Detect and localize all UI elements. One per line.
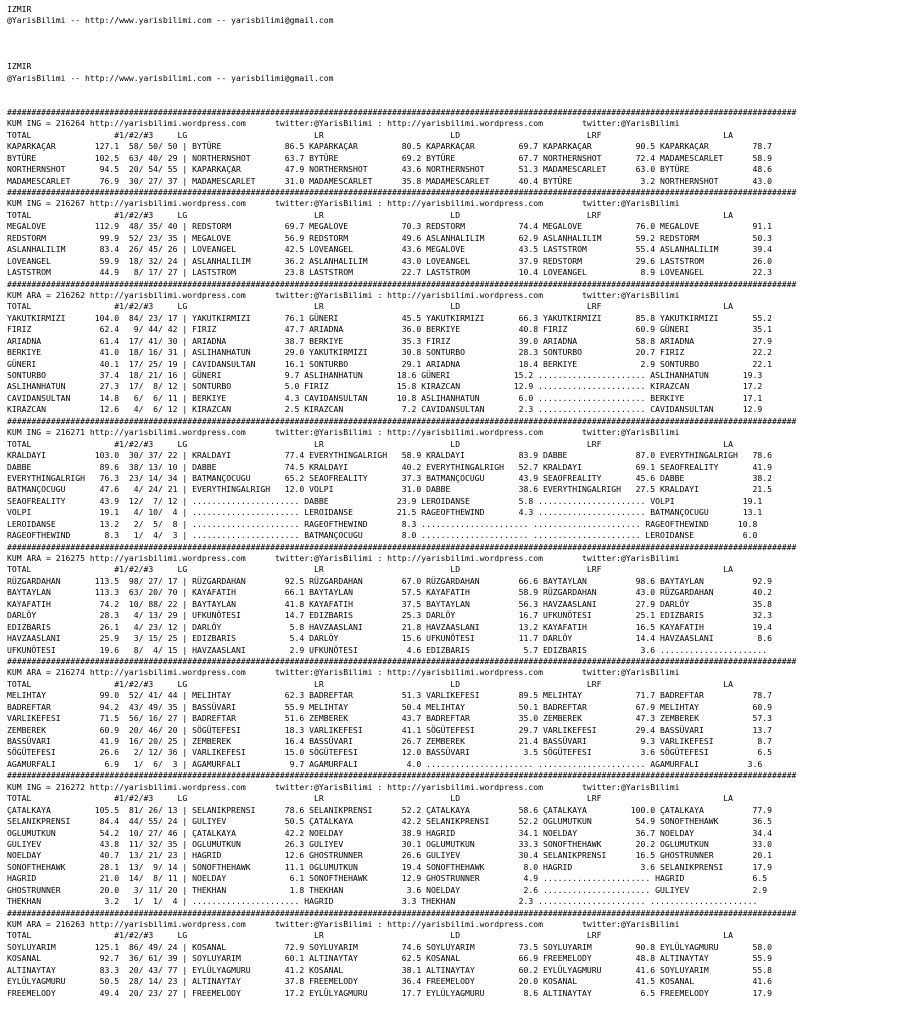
- section-divider: ##################################################################################################################################################################: [7, 415, 797, 426]
- result-row: SOYLUYARIM 125.1 86/ 49/ 24 | KOSANAL 72.9 SOYLUYARIM 74.6 SOYLUYARIM 73.5 SOYLUYARIM 90.8 EYLÜLYAGMURU 58.0: [7, 941, 773, 952]
- result-row: GHOSTRUNNER 20.0 3/ 11/ 20 | THEKHAN 1.8 THEKHAN 3.6 NOELDAY 2.6 ...................... GULIYEV 2.9: [7, 884, 768, 895]
- race-header: KUM ARA = 216262 http://yarisbilimi.wordpress.com twitter:@YarisBilimi : http://yarisbilimi.wordpress.com twitter:@YarisBilimi: [7, 289, 680, 300]
- blank-line: [7, 38, 903, 49]
- location-title: IZMIR: [7, 61, 32, 72]
- result-row: THEKHAN 3.2 1/ 1/ 4 | ...................... HAGRID 3.3 THEKHAN 2.3 ...................... ......................: [7, 896, 758, 907]
- column-header: TOTAL #1/#2/#3 LG LR LD LRF LA: [7, 301, 734, 312]
- blank-line: [7, 84, 903, 95]
- result-row: RÜZGARDAHAN 113.5 98/ 27/ 17 | RÜZGARDAHAN 92.5 RÜZGARDAHAN 67.0 RÜZGARDAHAN 66.6 BAYTAYLAN 98.6 BAYTAYLAN 92.9: [7, 575, 773, 586]
- result-row: KRALDAYI 103.0 30/ 37/ 22 | KRALDAYI 77.4 EVERYTHINGALRIGH 58.9 KRALDAYI 83.9 DABBE 87.0 EVERYTHINGALRIGH 78.6: [7, 450, 773, 461]
- race-header: KUM ING = 216271 http://yarisbilimi.wordpress.com twitter:@YarisBilimi : http://yarisbilimi.wordpress.com twitter:@YarisBilimi: [7, 427, 680, 438]
- blank-line: [7, 96, 903, 107]
- race-header: KUM ARA = 216263 http://yarisbilimi.wordpress.com twitter:@YarisBilimi : http://yarisbilimi.wordpress.com twitter:@YarisBilimi: [7, 919, 680, 929]
- blank-line: [7, 27, 903, 38]
- result-row: LOVEANGEL 59.9 18/ 32/ 24 | ASLANHALILIM 36.2 ASLANHALILIM 43.0 LOVEANGEL 37.9 REDSTORM 29.6 LASTSTROM 26.0: [7, 255, 773, 266]
- result-row: FIRIZ 62.4 9/ 44/ 42 | FIRIZ 47.7 ARIADNA 36.0 BERKIYE 40.8 FIRIZ 60.9 GÜNERI 35.1: [7, 324, 773, 335]
- section-divider: ##################################################################################################################################################################: [7, 655, 797, 666]
- result-row: YAKUTKIRMIZI 104.0 84/ 23/ 17 | YAKUTKIRMIZI 76.1 GÜNERI 45.5 YAKUTKIRMIZI 66.3 YAKUTKIRMIZI 85.8 YAKUTKIRMIZI 55.2: [7, 312, 773, 323]
- race-header: KUM ING = 216267 http://yarisbilimi.wordpress.com twitter:@YarisBilimi : http://yarisbilimi.wordpress.com twitter:@YarisBilimi: [7, 198, 680, 209]
- result-row: ASLANHALILIM 83.4 26/ 45/ 26 | LOVEANGEL 42.5 LOVEANGEL 43.6 MEGALOVE 43.5 LASTSTROM 55.4 ASLANHALILIM 39.4: [7, 244, 773, 255]
- result-row: NORTHERNSHOT 94.5 20/ 54/ 55 | KAPARKAÇAR 47.9 NORTHERNSHOT 43.6 NORTHERNSHOT 51.3 MADAMESCARLET 63.0 BYTÜRE 48.6: [7, 164, 773, 175]
- result-row: HAGRID 21.0 14/ 8/ 11 | NOELDAY 6.1 SONOFTHEHAWK 12.9 GHOSTRUNNER 4.9 ...................... HAGRID 6.5: [7, 873, 768, 884]
- result-row: BAYTAYLAN 113.3 63/ 20/ 70 | KAYAFATIH 66.1 BAYTAYLAN 57.5 KAYAFATIH 58.9 RÜZGARDAHAN 43.0 RÜZGARDAHAN 40.2: [7, 587, 773, 598]
- result-row: BADREFTAR 94.2 43/ 49/ 35 | BASSÜVARI 55.9 MELIHTAY 50.4 MELIHTAY 50.1 BADREFTAR 67.9 MELIHTAY 60.9: [7, 701, 773, 712]
- result-row: SONOFTHEHAWK 28.1 13/ 9/ 14 | SONOFTHEHAWK 11.1 OGLUMUTKUN 19.4 SONOFTHEHAWK 8.0 HAGRID 3.6 SELANIKPRENSI 17.9: [7, 861, 773, 872]
- race-header: KUM ING = 216264 http://yarisbilimi.wordpress.com twitter:@YarisBilimi : http://yarisbilimi.wordpress.com twitter:@YarisBilimi: [7, 118, 680, 129]
- section-divider: ##################################################################################################################################################################: [7, 187, 797, 197]
- result-row: KAPARKAÇAR 127.1 58/ 50/ 50 | BYTÜRE 86.5 KAPARKAÇAR 80.5 KAPARKAÇAR 69.7 KAPARKAÇAR 90.5 KAPARKAÇAR 78.7: [7, 141, 773, 152]
- column-header: TOTAL #1/#2/#3 LG LR LD LRF LA: [7, 209, 734, 220]
- result-row: EVERYTHINGALRIGH 76.3 23/ 14/ 34 | BATMANÇOCUGU 65.2 SEAOFREALITY 37.3 BATMANÇOCUGU 43.9 SEAOFREALITY 45.6 DABBE 38.2: [7, 472, 773, 483]
- column-header: TOTAL #1/#2/#3 LG LR LD LRF LA: [7, 129, 734, 140]
- contact-line: @YarisBilimi -- http://www.yarisbilimi.com -- yarisbilimi@gmail.com: [7, 72, 334, 83]
- section-divider: ##################################################################################################################################################################: [7, 907, 797, 918]
- result-row: FREEMELODY 49.4 20/ 23/ 27 | FREEMELODY 17.2 EYLÜLYAGMURU 17.7 EYLÜLYAGMURU 8.6 ALTINAYTAY 6.5 FREEMELODY 17.9: [7, 987, 773, 998]
- result-row: ASLIHANHATUN 27.3 17/ 8/ 12 | SONTURBO 5.0 FIRIZ 15.8 KIRAZCAN 12.9 ...................... KIRAZCAN 17.2: [7, 381, 763, 392]
- result-row: BASSÜVARI 41.9 16/ 20/ 25 | ZEMBEREK 16.4 BASSÜVARI 26.7 ZEMBEREK 21.4 BASSÜVARI 9.3 VARLIKEFESI 8.7: [7, 736, 773, 746]
- blank-line: [7, 50, 903, 61]
- column-header: TOTAL #1/#2/#3 LG LR LD LRF LA: [7, 793, 734, 804]
- result-row: MELIHTAY 99.0 52/ 41/ 44 | MELIHTAY 62.3 BADREFTAR 51.3 VARLIKEFESI 89.5 MELIHTAY 71.7 BADREFTAR 78.7: [7, 690, 773, 701]
- result-row: MADAMESCARLET 76.9 30/ 27/ 37 | MADAMESCARLET 31.0 MADAMESCARLET 35.8 MADAMESCARLET 40.4 BYTÜRE 3.2 NORTHERNSHOT 43.0: [7, 175, 773, 186]
- column-header: TOTAL #1/#2/#3 LG LR LD LRF LA: [7, 678, 734, 689]
- result-row: CAVIDANSULTAN 14.8 6/ 6/ 11 | BERKIYE 4.3 CAVIDANSULTAN 10.8 ASLIHANHATUN 6.0 ...................... BERKIYE 17.1: [7, 392, 763, 403]
- result-row: BYTÜRE 102.5 63/ 40/ 29 | NORTHERNSHOT 63.7 BYTÜRE 69.2 BYTÜRE 67.7 NORTHERNSHOT 72.4 MADAMESCARLET 58.9: [7, 152, 773, 163]
- result-row: OGLUMUTKUN 54.2 10/ 27/ 46 | ÇATALKAYA 42.2 NOELDAY 38.9 HAGRID 34.1 NOELDAY 36.7 NOELDAY 34.4: [7, 827, 773, 838]
- result-row: GULIYEV 43.8 11/ 32/ 35 | OGLUMUTKUN 26.3 GULIYEV 30.1 OGLUMUTKUN 33.3 SONOFTHEHAWK 20.2 OGLUMUTKUN 33.0: [7, 838, 773, 849]
- result-row: SÖGÜTEFESI 26.6 2/ 12/ 36 | VARLIKEFESI 15.0 SÖGÜTEFESI 12.0 BASSÜVARI 3.5 SÖGÜTEFESI 3.6 SÖGÜTEFESI 6.5: [7, 747, 773, 758]
- result-row: BERKIYE 41.0 18/ 16/ 31 | ASLIHANHATUN 29.0 YAKUTKIRMIZI 30.8 SONTURBO 28.3 SONTURBO 20.7 FIRIZ 22.2: [7, 347, 773, 358]
- result-row: AGAMURFALI 6.9 1/ 6/ 3 | AGAMURFALI 9.7 AGAMURFALI 4.0 ...................... ...................... AGAMURFALI 3.6: [7, 758, 763, 769]
- result-row: EYLÜLYAGMURU 50.5 28/ 14/ 23 | ALTINAYTAY 37.8 FREEMELODY 36.4 FREEMELODY 20.0 KOSANAL 41.5 KOSANAL 41.6: [7, 976, 773, 987]
- result-row: KIRAZCAN 12.6 4/ 6/ 12 | KIRAZCAN 2.5 KIRAZCAN 7.2 CAVIDANSULTAN 2.3 ...................... CAVIDANSULTAN 12.9: [7, 404, 763, 415]
- column-header: TOTAL #1/#2/#3 LG LR LD LRF LA: [7, 438, 734, 449]
- contact-line: @YarisBilimi -- http://www.yarisbilimi.com -- yarisbilimi@gmail.com: [7, 15, 334, 26]
- race-header: KUM ARA = 216275 http://yarisbilimi.wordpress.com twitter:@YarisBilimi : http://yarisbilimi.wordpress.com twitter:@YarisBilimi: [7, 553, 680, 563]
- race-header: KUM ARA = 216274 http://yarisbilimi.wordpress.com twitter:@YarisBilimi : http://yarisbilimi.wordpress.com twitter:@YarisBilimi: [7, 667, 680, 678]
- result-row: VARLIKEFESI 71.5 56/ 16/ 27 | BADREFTAR 51.6 ZEMBEREK 43.7 BADREFTAR 35.0 ZEMBEREK 47.3 ZEMBEREK 57.3: [7, 713, 773, 724]
- result-row: BATMANÇOCUGU 47.6 4/ 24/ 21 | EVERYTHINGALRIGH 12.0 VOLPI 31.0 DABBE 38.6 EVERYTHINGALRIGH 27.5 KRALDAYI 21.5: [7, 484, 773, 495]
- result-row: SELANIKPRENSI 84.4 44/ 55/ 24 | GULIYEV 50.5 ÇATALKAYA 42.2 SELANIKPRENSI 52.2 OGLUMUTKUN 54.9 SONOFTHEHAWK 36.5: [7, 816, 773, 827]
- result-row: HAVZAASLANI 25.9 3/ 15/ 25 | EDIZBARIS 5.4 DARLÖY 15.6 UFKUNÖTESI 11.7 DARLÖY 14.4 HAVZAASLANI 8.6: [7, 633, 773, 644]
- result-row: MEGALOVE 112.9 48/ 35/ 40 | REDSTORM 69.7 MEGALOVE 70.3 REDSTORM 74.4 MEGALOVE 76.0 MEGALOVE 91.1: [7, 221, 773, 232]
- result-row: VOLPI 19.1 4/ 10/ 4 | ...................... LEROIDANSE 21.5 RAGEOFTHEWIND 4.3 ...................... BATMANÇOCUGU 13.1: [7, 507, 763, 518]
- result-row: ARIADNA 61.4 17/ 41/ 30 | ARIADNA 38.7 BERKIYE 35.3 FIRIZ 39.0 ARIADNA 58.8 ARIADNA 27.9: [7, 335, 773, 346]
- section-divider: ##################################################################################################################################################################: [7, 278, 797, 289]
- result-row: RAGEOFTHEWIND 8.3 1/ 4/ 3 | ...................... BATMANÇOCUGU 8.0 ...................... ...................... LEROIDANSE 6.0: [7, 530, 758, 541]
- result-row: ZEMBEREK 60.9 20/ 46/ 20 | SÖGÜTEFESI 18.3 VARLIKEFESI 41.1 SÖGÜTEFESI 29.7 VARLIKEFESI 29.4 BASSÜVARI 13.7: [7, 724, 773, 735]
- result-row: KOSANAL 92.7 36/ 61/ 39 | SOYLUYARIM 60.1 ALTINAYTAY 62.5 KOSANAL 66.9 FREEMELODY 48.8 ALTINAYTAY 55.9: [7, 953, 773, 964]
- column-header: TOTAL #1/#2/#3 LG LR LD LRF LA: [7, 930, 734, 941]
- result-row: DARLÖY 28.3 4/ 13/ 29 | UFKUNÖTESI 14.7 EDIZBARIS 25.3 DARLÖY 16.7 UFKUNÖTESI 25.1 EDIZBARIS 32.3: [7, 610, 773, 621]
- result-row: UFKUNÖTESI 19.6 8/ 4/ 15 | HAVZAASLANI 2.9 UFKUNÖTESI 4.6 EDIZBARIS 5.7 EDIZBARIS 3.6 ......................: [7, 644, 768, 655]
- race-header: KUM ING = 216272 http://yarisbilimi.wordpress.com twitter:@YarisBilimi : http://yarisbilimi.wordpress.com twitter:@YarisBilimi: [7, 781, 680, 792]
- result-row: NOELDAY 40.7 13/ 21/ 23 | HAGRID 12.6 GHOSTRUNNER 26.6 GULIYEV 30.4 SELANIKPRENSI 16.5 GHOSTRUNNER 20.1: [7, 850, 773, 861]
- result-row: LASTSTROM 44.9 8/ 17/ 27 | LASTSTROM 23.8 LASTSTROM 22.7 LASTSTROM 10.4 LOVEANGEL 8.9 LOVEANGEL 22.3: [7, 267, 773, 278]
- result-row: EDIZBARIS 26.1 4/ 23/ 12 | DARLÖY 5.8 HAVZAASLANI 21.8 HAVZAASLANI 13.2 KAYAFATIH 16.5 KAYAFATIH 19.4: [7, 621, 773, 632]
- result-row: DABBE 89.6 38/ 13/ 10 | DABBE 74.5 KRALDAYI 40.2 EVERYTHINGALRIGH 52.7 KRALDAYI 69.1 SEAOFREALITY 41.9: [7, 461, 773, 472]
- result-row: SEAOFREALITY 43.9 12/ 7/ 12 | ...................... DABBE 23.9 LEROIDANSE 5.8 ...................... VOLPI 19.1: [7, 495, 763, 506]
- result-row: ÇATALKAYA 105.5 81/ 26/ 13 | SELANIKPRENSI 78.6 SELANIKPRENSI 52.2 ÇATALKAYA 58.6 ÇATALKAYA 100.0 ÇATALKAYA 77.9: [7, 804, 773, 815]
- section-divider: ##################################################################################################################################################################: [7, 106, 797, 117]
- result-row: KAYAFATIH 74.2 10/ 88/ 22 | BAYTAYLAN 41.8 KAYAFATIH 37.5 BAYTAYLAN 56.3 HAVZAASLANI 27.9 DARLÖY 35.8: [7, 598, 773, 609]
- result-row: ALTINAYTAY 83.3 20/ 43/ 77 | EYLÜLYAGMURU 41.2 KOSANAL 38.1 ALTINAYTAY 60.2 EYLÜLYAGMURU 41.6 SOYLUYARIM 55.8: [7, 964, 773, 975]
- section-divider: ##################################################################################################################################################################: [7, 770, 797, 781]
- result-row: GÜNERI 40.1 17/ 25/ 19 | CAVIDANSULTAN 16.1 SONTURBO 29.1 ARIADNA 18.4 BERKIYE 2.9 SONTURBO 22.1: [7, 358, 773, 369]
- result-row: SONTURBO 37.4 18/ 21/ 16 | GÜNERI 9.7 ASLIHANHATUN 18.6 GÜNERI 15.2 ...................... ASLIHANHATUN 19.3: [7, 370, 763, 380]
- location-title: IZMIR: [7, 4, 32, 14]
- result-row: LEROIDANSE 13.2 2/ 5/ 8 | ...................... RAGEOFTHEWIND 8.3 ...................... ...................... RAGEOFTHEWIND 10.8: [7, 518, 758, 529]
- section-divider: ##################################################################################################################################################################: [7, 541, 797, 552]
- result-row: REDSTORM 99.9 52/ 23/ 35 | MEGALOVE 56.9 REDSTORM 49.6 ASLANHALILIM 62.9 ASLANHALILIM 59.2 REDSTORM 50.3: [7, 232, 773, 243]
- column-header: TOTAL #1/#2/#3 LG LR LD LRF LA: [7, 564, 734, 575]
